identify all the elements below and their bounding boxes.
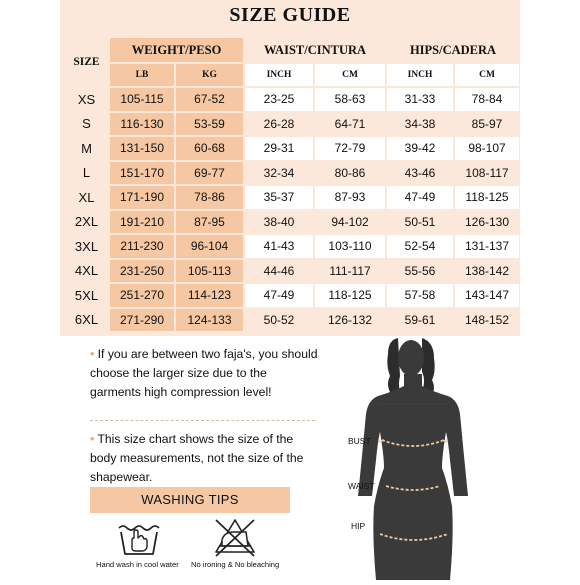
cell-waist-cm: 126-132 xyxy=(315,309,385,332)
cell-size: M xyxy=(65,137,108,160)
note-between-sizes xyxy=(90,345,320,402)
cell-size: 3XL xyxy=(65,235,108,258)
cell-weight-lb: 191-210 xyxy=(110,211,174,234)
cell-size: 6XL xyxy=(65,309,108,332)
no-iron-caption: No ironing & No bleaching xyxy=(191,560,280,569)
body-silhouette xyxy=(338,336,488,585)
cell-hips-cm: 118-125 xyxy=(455,186,519,209)
no-iron-no-bleach-icon xyxy=(210,516,260,563)
cell-hips-cm: 98-107 xyxy=(455,137,519,160)
cell-weight-kg: 53-59 xyxy=(176,113,243,136)
cell-weight-kg: 60-68 xyxy=(176,137,243,160)
unit-header-waist-inch: INCH xyxy=(245,64,313,86)
unit-header-waist-cm: CM xyxy=(315,64,385,86)
cell-size: XS xyxy=(65,88,108,111)
table-row xyxy=(65,88,519,111)
table-row xyxy=(65,186,519,209)
page-title: SIZE GUIDE xyxy=(229,4,351,26)
table-row xyxy=(65,235,519,258)
washing-tips-banner: WASHING TIPS xyxy=(90,487,290,513)
cell-waist-inch: 32-34 xyxy=(245,162,313,185)
hand-wash-icon xyxy=(115,518,163,563)
cell-hips-inch: 31-33 xyxy=(387,88,453,111)
size-column-header: SIZE xyxy=(65,38,108,86)
cell-hips-cm: 78-84 xyxy=(455,88,519,111)
cell-weight-kg: 105-113 xyxy=(176,260,243,283)
bullet-dot-icon: • xyxy=(90,347,95,361)
unit-header-lb: LB xyxy=(110,64,174,86)
cell-hips-inch: 50-51 xyxy=(387,211,453,234)
cell-weight-lb: 251-270 xyxy=(110,284,174,307)
cell-waist-cm: 58-63 xyxy=(315,88,385,111)
cell-weight-lb: 271-290 xyxy=(110,309,174,332)
table-row xyxy=(65,162,519,185)
cell-weight-lb: 151-170 xyxy=(110,162,174,185)
cell-hips-inch: 59-61 xyxy=(387,309,453,332)
cell-waist-cm: 118-125 xyxy=(315,284,385,307)
cell-hips-cm: 108-117 xyxy=(455,162,519,185)
size-table xyxy=(63,36,521,333)
cell-hips-inch: 57-58 xyxy=(387,284,453,307)
cell-hips-cm: 138-142 xyxy=(455,260,519,283)
cell-hips-inch: 34-38 xyxy=(387,113,453,136)
cell-hips-inch: 52-54 xyxy=(387,235,453,258)
cell-waist-cm: 111-117 xyxy=(315,260,385,283)
unit-header-hips-cm: CM xyxy=(455,64,519,86)
waist-label: WAIST xyxy=(348,481,375,491)
cell-hips-cm: 148-152 xyxy=(455,309,519,332)
cell-waist-cm: 94-102 xyxy=(315,211,385,234)
cell-waist-inch: 26-28 xyxy=(245,113,313,136)
cell-waist-inch: 23-25 xyxy=(245,88,313,111)
cell-waist-inch: 41-43 xyxy=(245,235,313,258)
cell-size: 5XL xyxy=(65,284,108,307)
unit-header-kg: KG xyxy=(176,64,243,86)
size-table-body xyxy=(65,88,519,331)
cell-waist-cm: 72-79 xyxy=(315,137,385,160)
waist-group-header: WAIST/CINTURA xyxy=(245,38,385,62)
cell-weight-kg: 78-86 xyxy=(176,186,243,209)
cell-weight-lb: 131-150 xyxy=(110,137,174,160)
cell-weight-kg: 67-52 xyxy=(176,88,243,111)
cell-weight-kg: 96-104 xyxy=(176,235,243,258)
cell-hips-cm: 143-147 xyxy=(455,284,519,307)
table-row xyxy=(65,137,519,160)
cell-weight-kg: 114-123 xyxy=(176,284,243,307)
cell-size: XL xyxy=(65,186,108,209)
cell-size: 4XL xyxy=(65,260,108,283)
notes-divider xyxy=(90,420,315,421)
cell-waist-inch: 44-46 xyxy=(245,260,313,283)
hip-label: HIP xyxy=(351,521,366,531)
note-body-measurements xyxy=(90,430,320,487)
cell-waist-cm: 64-71 xyxy=(315,113,385,136)
cell-size: 2XL xyxy=(65,211,108,234)
note-body-measurements-text: This size chart shows the size of the body measurements, not the size of the shapewear. xyxy=(90,432,304,484)
bust-label: BUST xyxy=(348,436,371,446)
cell-waist-inch: 29-31 xyxy=(245,137,313,160)
note-between-sizes-text: If you are between two faja's, you should choose the larger size due to the garments high compression level! xyxy=(90,347,318,399)
cell-hips-inch: 55-56 xyxy=(387,260,453,283)
cell-hips-inch: 39-42 xyxy=(387,137,453,160)
cell-hips-inch: 43-46 xyxy=(387,162,453,185)
table-row xyxy=(65,260,519,283)
cell-weight-lb: 211-230 xyxy=(110,235,174,258)
table-row xyxy=(65,211,519,234)
cell-hips-cm: 85-97 xyxy=(455,113,519,136)
cell-size: S xyxy=(65,113,108,136)
cell-waist-cm: 103-110 xyxy=(315,235,385,258)
hips-group-header: HIPS/CADERA xyxy=(387,38,519,62)
cell-weight-lb: 231-250 xyxy=(110,260,174,283)
table-row xyxy=(65,284,519,307)
hand-wash-caption: Hand wash in cool water xyxy=(96,560,179,569)
table-row xyxy=(65,309,519,332)
unit-header-hips-inch: INCH xyxy=(387,64,453,86)
cell-hips-cm: 126-130 xyxy=(455,211,519,234)
cell-size: L xyxy=(65,162,108,185)
bullet-dot-icon: • xyxy=(90,432,95,446)
cell-waist-inch: 35-37 xyxy=(245,186,313,209)
weight-group-header: WEIGHT/PESO xyxy=(110,38,243,62)
cell-weight-kg: 69-77 xyxy=(176,162,243,185)
cell-weight-kg: 124-133 xyxy=(176,309,243,332)
cell-waist-cm: 87-93 xyxy=(315,186,385,209)
cell-waist-cm: 80-86 xyxy=(315,162,385,185)
table-row xyxy=(65,113,519,136)
cell-weight-lb: 105-115 xyxy=(110,88,174,111)
table-group-header-row xyxy=(65,38,519,62)
cell-weight-lb: 116-130 xyxy=(110,113,174,136)
cell-weight-kg: 87-95 xyxy=(176,211,243,234)
cell-hips-inch: 47-49 xyxy=(387,186,453,209)
cell-waist-inch: 47-49 xyxy=(245,284,313,307)
table-unit-header-row xyxy=(65,64,519,86)
cell-hips-cm: 131-137 xyxy=(455,235,519,258)
cell-waist-inch: 38-40 xyxy=(245,211,313,234)
cell-waist-inch: 50-52 xyxy=(245,309,313,332)
cell-weight-lb: 171-190 xyxy=(110,186,174,209)
